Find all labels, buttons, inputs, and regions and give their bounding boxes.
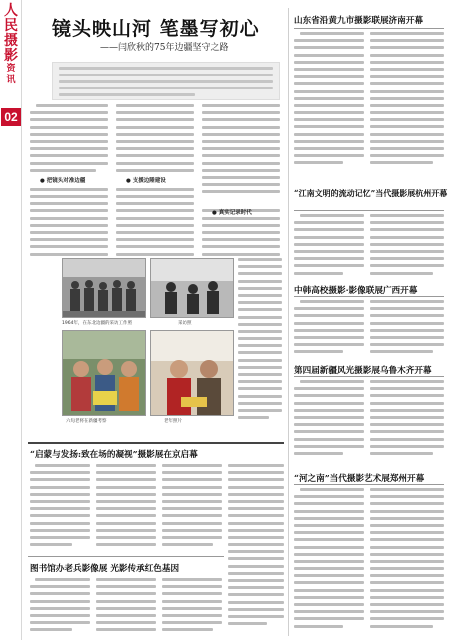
bottom-article-2-col2 <box>96 578 156 636</box>
photo-interview <box>150 258 234 318</box>
bottom-article-1-col3 <box>162 464 222 554</box>
photo-caption-2: 采访照 <box>178 321 192 326</box>
photo-caption-4: 老年照片 <box>164 419 182 424</box>
right-article-4-col1 <box>294 380 364 464</box>
bottom-article-2-col3 <box>162 578 222 636</box>
right-article-5-col1 <box>294 488 364 636</box>
masthead <box>0 0 22 640</box>
bottom-article-title-2: 图书馆办老兵影像展 光影传承红色基因 <box>30 564 180 574</box>
photo-elderly-couple <box>150 330 234 416</box>
right-article-title-3: 中韩高校摄影·影像联展广西开幕 <box>294 286 418 296</box>
section-name: 资讯 <box>6 64 16 85</box>
photo-elderly-group <box>62 330 146 416</box>
right-article-4-col2 <box>370 380 444 464</box>
lead-subhead-2: ● 支援边陲建设 <box>126 178 166 184</box>
masthead-dateline <box>4 140 18 340</box>
rule <box>294 484 444 485</box>
rule <box>28 556 224 557</box>
bottom-article-1-col2 <box>96 464 156 554</box>
right-article-2-col1 <box>294 214 364 276</box>
rule <box>294 28 444 29</box>
rule <box>294 376 444 377</box>
lead-subheadline: ——闫欣秋的75年边疆坚守之路 <box>100 43 229 53</box>
photo-caption-1: 1964年，在东北边疆的采访工作照 <box>62 321 132 326</box>
column-divider <box>288 8 289 636</box>
right-article-title-5: “河之南”当代摄影艺术展郑州开幕 <box>294 474 425 484</box>
lead-subhead-3: ● 真实记录时代 <box>212 210 252 216</box>
rule <box>294 210 444 211</box>
photo-caption-3: 六旬老将在新疆考察 <box>66 419 107 424</box>
lead-body-col3 <box>202 104 280 256</box>
right-article-title-1: 山东省沿黄九市摄影联展济南开幕 <box>294 16 423 26</box>
bottom-article-2-col1 <box>30 578 90 636</box>
photo-group-1964 <box>62 258 146 318</box>
right-article-5-col2 <box>370 488 444 636</box>
lead-intro <box>52 62 280 100</box>
right-article-1-col1 <box>294 32 364 172</box>
paper-logo: 人民摄影 <box>4 3 18 64</box>
bottom-article-1-col4 <box>228 464 284 634</box>
rule <box>28 442 284 444</box>
page-number: 02 <box>1 108 21 126</box>
lead-subhead-1: ● 把镜头对准边疆 <box>40 178 86 184</box>
lead-body-col4 <box>238 258 282 440</box>
right-article-title-2: “江南文明的流动记忆”当代摄影展杭州开幕 <box>294 188 448 198</box>
right-article-title-4: 第四届新疆风光摄影展乌鲁木齐开幕 <box>294 366 432 376</box>
right-article-3-col2 <box>370 300 444 356</box>
lead-headline: 镜头映山河 笔墨写初心 <box>52 18 260 40</box>
right-article-1-col2 <box>370 32 444 172</box>
right-article-2-col2 <box>370 214 444 276</box>
bottom-article-1-col1 <box>30 464 90 554</box>
right-article-3-col1 <box>294 300 364 356</box>
bottom-article-title-1: “启蒙与发扬:致在场的凝视”摄影展在京启幕 <box>30 450 198 460</box>
rule <box>294 296 444 297</box>
